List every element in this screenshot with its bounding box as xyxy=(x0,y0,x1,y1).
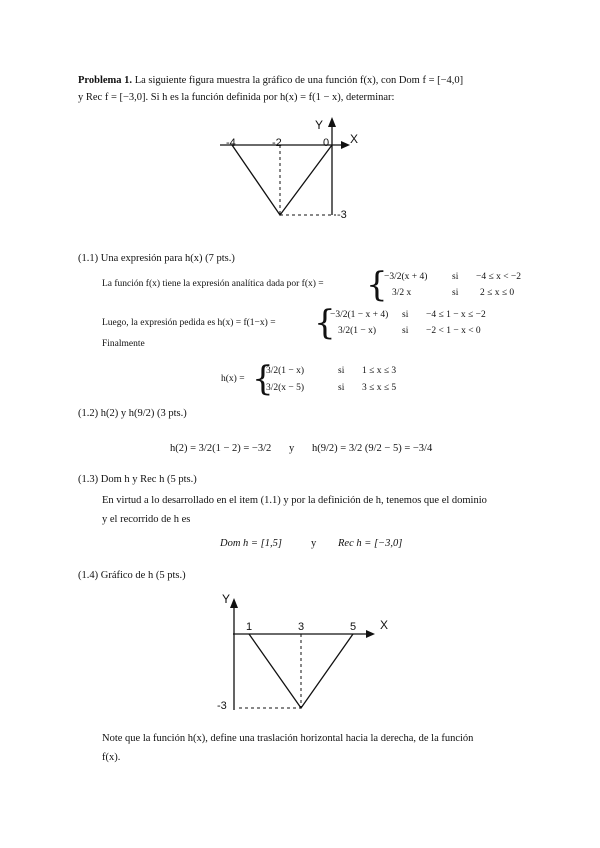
h-case2-cond: −2 < 1 − x < 0 xyxy=(426,326,481,336)
part3-text-1: En virtud a lo desarrollado en el item (1.1) y por la definición de h, tenemos que el dominio xyxy=(102,495,487,506)
part3-connector: y xyxy=(311,538,317,549)
graph-f-x-arrow xyxy=(341,141,350,149)
final-case1-si: si xyxy=(338,366,345,376)
problem-statement-line1 xyxy=(78,75,463,86)
graph-f-y-label: Y xyxy=(315,118,324,132)
final-case1-cond: 1 ≤ x ≤ 3 xyxy=(362,366,397,376)
graph-h-x-label: X xyxy=(380,618,389,632)
problem-title: Problema 1. xyxy=(78,75,133,86)
graph-h-x-arrow xyxy=(366,630,375,638)
part2-heading: (1.2) h(2) y h(9/2) (3 pts.) xyxy=(78,408,187,419)
finally-text: Finalmente xyxy=(102,339,145,349)
f-case1-cond: −4 ≤ x < −2 xyxy=(476,272,522,282)
graph-f-curve xyxy=(232,145,332,215)
graph-h-tick-1: 1 xyxy=(246,621,253,633)
graph-f-y-arrow xyxy=(328,117,336,127)
final-case1-expr: 3/2(1 − x) xyxy=(266,366,305,376)
graph-f-tick-0: 0 xyxy=(323,137,330,149)
graph-h-tick-3: 3 xyxy=(298,621,305,633)
f-case2-si: si xyxy=(452,288,459,298)
f-intro: La función f(x) tiene la expresión analítica dada por f(x) = xyxy=(102,279,324,289)
f-case1-si: si xyxy=(452,272,459,282)
f-case1-expr: −3/2(x + 4) xyxy=(384,272,428,282)
graph-f-x-label: X xyxy=(350,132,359,146)
part3-text-2: y el recorrido de h es xyxy=(102,514,191,525)
part4-heading: (1.4) Gráfico de h (5 pts.) xyxy=(78,570,186,581)
problem-statement-line2: y Rec f = [−3,0]. Si h es la función definida por h(x) = f(1 − x), determinar: xyxy=(78,92,395,103)
final-case2-cond: 3 ≤ x ≤ 5 xyxy=(362,383,397,393)
graph-f-tick-neg4: -4 xyxy=(226,137,236,149)
final-brace: { xyxy=(252,359,274,399)
graph-f-tick-neg2: -2 xyxy=(272,137,282,149)
final-lhs: h(x) = xyxy=(221,374,245,384)
graph-h-y-label: Y xyxy=(222,592,231,606)
final-case2-si: si xyxy=(338,383,345,393)
h-brace: { xyxy=(314,303,336,343)
h-case2-si: si xyxy=(402,326,409,336)
h-intro: Luego, la expresión pedida es h(x) = f(1−x) = xyxy=(102,318,276,328)
h-case1-si: si xyxy=(402,310,409,320)
graph-h-y-arrow xyxy=(230,598,238,608)
graph-h xyxy=(225,588,395,718)
part2-connector: y xyxy=(289,443,295,454)
part3-dom: Dom h = [1,5] xyxy=(220,538,282,549)
part3-rec: Rec h = [−3,0] xyxy=(338,538,403,549)
part2-eq-left: h(2) = 3/2(1 − 2) = −3/2 xyxy=(170,443,272,454)
part2-eq-right: h(9/2) = 3/2 (9/2 − 5) = −3/4 xyxy=(312,443,433,454)
part1-heading: (1.1) Una expresión para h(x) (7 pts.) xyxy=(78,253,235,264)
final-case2-expr: 3/2(x − 5) xyxy=(266,383,305,393)
graph-h-tick-neg3: -3 xyxy=(217,700,227,712)
graph-h-tick-5: 5 xyxy=(350,621,357,633)
statement-text-1: La siguiente figura muestra la gráfico de una función f(x), con Dom f = [−4,0] xyxy=(134,75,464,86)
part4-note-2: f(x). xyxy=(102,752,121,763)
part3-heading: (1.3) Dom h y Rec h (5 pts.) xyxy=(78,474,197,485)
h-case1-expr: −3/2(1 − x + 4) xyxy=(330,310,389,320)
part4-note-1: Note que la función h(x), define una traslación horizontal hacia la derecha, de la función xyxy=(102,733,474,744)
f-case2-expr: 3/2 x xyxy=(392,288,412,298)
graph-f-tick-neg3: -3 xyxy=(337,209,347,221)
f-brace: { xyxy=(366,265,388,305)
h-case2-expr: 3/2(1 − x) xyxy=(338,326,377,336)
h-case1-cond: −4 ≤ 1 − x ≤ −2 xyxy=(426,310,486,320)
f-case2-cond: 2 ≤ x ≤ 0 xyxy=(480,288,515,298)
